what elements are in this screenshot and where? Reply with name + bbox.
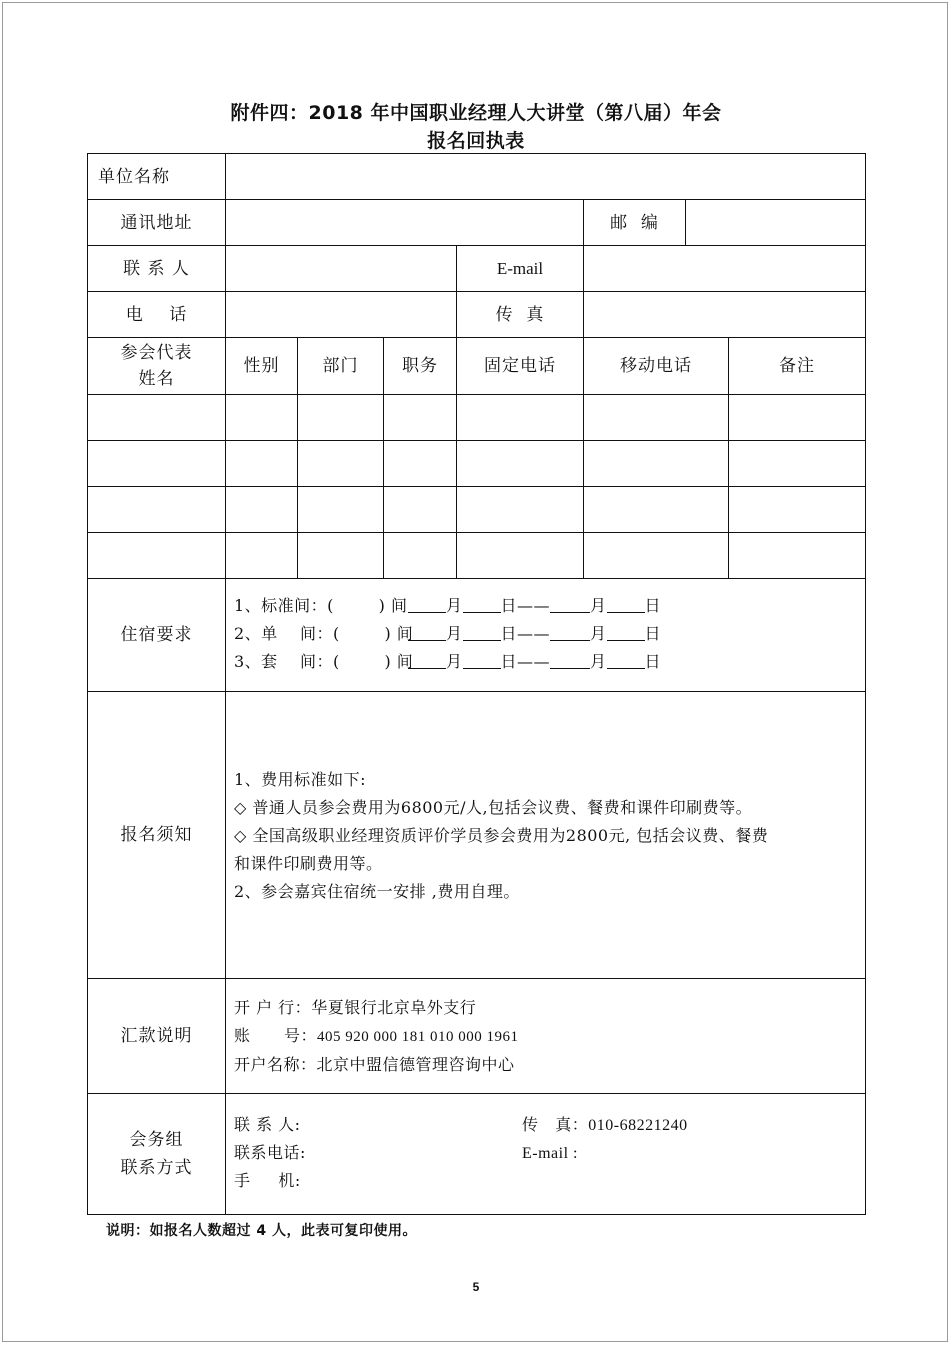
form-subtitle: 报名回执表 [427, 130, 525, 152]
label-address: 通讯地址 [120, 212, 193, 233]
label-postcode: 邮 编 [610, 212, 659, 233]
notice-line: 1、费用标准如下: [234, 770, 367, 789]
remittance-info [234, 994, 519, 1079]
label-remittance: 汇款说明 [120, 1026, 193, 1046]
label-phone: 电 话 [125, 304, 188, 325]
fax-label: 传 真： [522, 1115, 589, 1134]
accommodation-item [234, 648, 661, 676]
day-unit: 日 [500, 624, 518, 643]
label-rep-name: 参会代表 姓名 [120, 343, 193, 389]
secretariat-mobile: 手 机: [234, 1171, 301, 1190]
header-landline: 固定电话 [484, 356, 556, 376]
label-registration: 报名须知 [120, 825, 193, 845]
month-unit: 月 [446, 596, 463, 615]
secretariat-fax-row [522, 1111, 688, 1140]
month-unit: 月 [446, 652, 463, 671]
room-type-standard: 1、标准间：( ) 间 [234, 596, 408, 615]
registration-notice [234, 766, 856, 906]
day-unit: 日 [500, 652, 518, 671]
label-unit-name: 单位名称 [98, 166, 170, 187]
date-dash: —— [517, 624, 551, 643]
account-name-label: 开户名称： [234, 1055, 317, 1074]
label-accommodation: 住宿要求 [120, 625, 193, 645]
account-name-row [234, 1051, 519, 1079]
room-type-single: 2、单 间：( ) 间 [234, 624, 414, 643]
secretariat-contact-left [234, 1111, 306, 1195]
secretariat-contact-right [522, 1111, 688, 1168]
accommodation-item [234, 592, 661, 620]
date-dash: —— [517, 596, 551, 615]
label-secretariat: 会务组 联系方式 [120, 1130, 193, 1178]
notice-line: ◇ 普通人员参会费用为6800元/人,包括会议费、餐费和课件印刷费等。 [234, 798, 753, 817]
month-unit: 月 [590, 624, 607, 643]
bank-label: 开 户 行： [234, 998, 312, 1017]
footnote: 说明：如报名人数超过 4 人，此表可复印使用。 [106, 1223, 417, 1239]
notice-line: 2、参会嘉宾住宿统一安排 ,费用自理。 [234, 882, 520, 901]
accommodation-list [234, 592, 661, 676]
header-position: 职务 [402, 356, 438, 376]
month-unit: 月 [590, 652, 607, 671]
label-email: E-mail [496, 258, 544, 278]
form-title: 附件四：2018 年中国职业经理人大讲堂（第八届）年会 [230, 102, 722, 124]
bank-row [234, 994, 519, 1022]
label-fax: 传 真 [495, 304, 545, 325]
secretariat-tel: 联系电话: [234, 1143, 306, 1162]
secretariat-email: E-mail : [522, 1145, 578, 1162]
header-mobile: 移动电话 [620, 356, 692, 376]
notice-line: ◇ 全国高级职业经理资质评价学员参会费用为2800元, 包括会议费、餐费 [234, 826, 769, 845]
header-dept: 部门 [322, 356, 359, 376]
notice-line: 和课件印刷费用等。 [234, 854, 383, 873]
account-value: 405 920 000 181 010 000 1961 [317, 1029, 519, 1045]
account-name-value: 北京中盟信德管理咨询中心 [316, 1055, 515, 1074]
accommodation-item [234, 620, 661, 648]
header-remarks: 备注 [779, 356, 815, 376]
day-unit: 日 [644, 652, 662, 671]
fax-value: 010-68221240 [588, 1117, 688, 1134]
account-row [234, 1022, 519, 1051]
account-label: 账 号： [234, 1026, 318, 1045]
month-unit: 月 [446, 624, 463, 643]
room-type-suite: 3、套 间：( ) 间 [234, 652, 414, 671]
day-unit: 日 [644, 624, 662, 643]
page-number: 5 [472, 1280, 480, 1294]
day-unit: 日 [500, 596, 518, 615]
bank-value: 华夏银行北京阜外支行 [311, 998, 477, 1017]
month-unit: 月 [590, 596, 607, 615]
day-unit: 日 [644, 596, 662, 615]
secretariat-contact: 联 系 人: [234, 1115, 301, 1134]
date-dash: —— [517, 652, 551, 671]
header-gender: 性别 [243, 356, 280, 376]
label-contact: 联 系 人 [123, 258, 190, 279]
